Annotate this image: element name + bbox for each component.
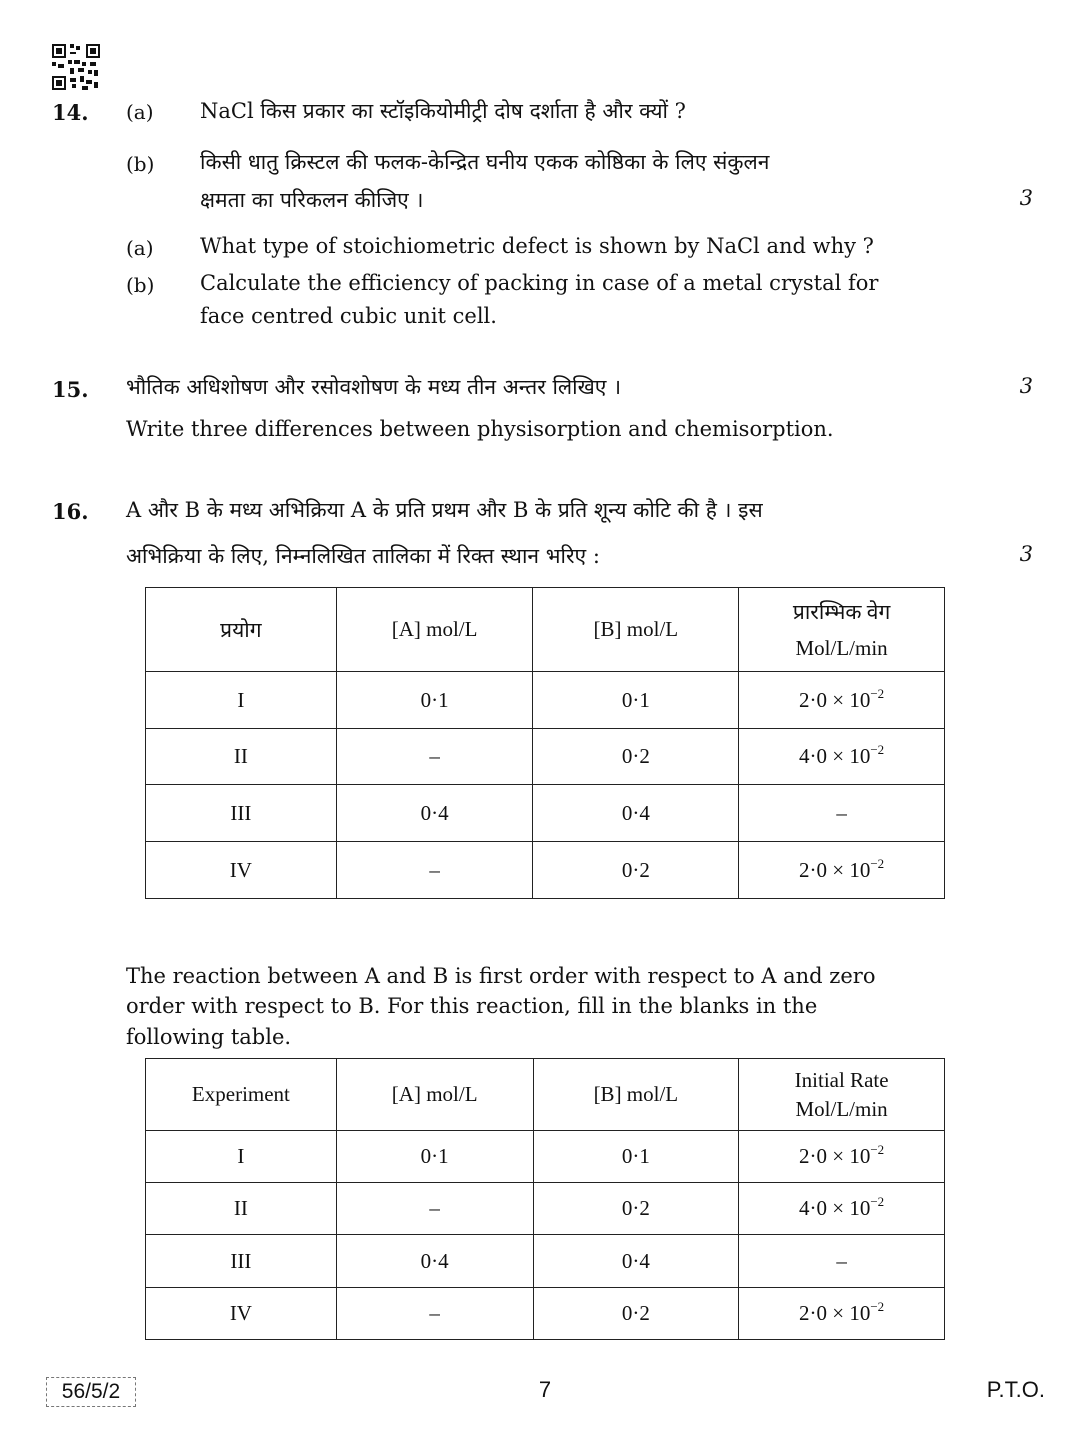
q15-marks: 3 <box>1019 374 1033 398</box>
column-header-line: Initial Rate <box>794 1067 889 1092</box>
table-row <box>146 1131 945 1183</box>
table-cell: 0·2 <box>533 1288 739 1340</box>
table-row <box>146 729 945 785</box>
table-cell: 0·4 <box>533 1235 739 1288</box>
table-row <box>146 1288 945 1340</box>
column-header: Experiment <box>146 1059 337 1131</box>
column-header: [B] mol/L <box>533 588 739 672</box>
table-cell: III <box>146 785 337 842</box>
rate-mantissa: – <box>836 800 847 825</box>
table-cell: 0·4 <box>336 1235 533 1288</box>
q14-hi-b-line1: किसी धातु क्रिस्टल की फलक-केन्द्रित घनीय एकक कोष्ठिका के लिए संकुलन <box>200 150 770 174</box>
paper-code: 56/5/2 <box>46 1377 136 1407</box>
rate-exponent: −2 <box>870 855 885 871</box>
qr-code <box>52 44 100 90</box>
page-number: 7 <box>538 1377 552 1402</box>
q14-en-a-label: (a) <box>126 236 154 260</box>
question-number-16: 16. <box>52 499 89 524</box>
table-cell <box>739 1288 945 1340</box>
q14-en-b-label: (b) <box>126 273 155 297</box>
q14-hi-b-label: (b) <box>126 152 155 176</box>
table-cell <box>739 1235 945 1288</box>
column-header <box>739 588 945 672</box>
question-number-15: 15. <box>52 377 89 402</box>
rate-mantissa: 4·0 × 10 <box>799 1196 871 1220</box>
q14-hi-b-line2: क्षमता का परिकलन कीजिए । <box>200 188 424 212</box>
please-turn-over: P.T.O. <box>986 1377 1045 1402</box>
table-row <box>146 842 945 899</box>
rate-exponent: −2 <box>870 1142 885 1157</box>
table-cell: 0·2 <box>533 842 739 899</box>
table-row <box>146 1183 945 1235</box>
q16-hi-line1: A और B के मध्य अभिक्रिया A के प्रति प्रथम और B के प्रति शून्य कोटि की है । इस <box>126 498 763 522</box>
rate-exponent: −2 <box>870 685 885 701</box>
table-header-row <box>146 1059 945 1131</box>
rate-mantissa: 4·0 × 10 <box>799 744 871 768</box>
table-row <box>146 1235 945 1288</box>
q16-en-line2: order with respect to B. For this reaction, fill in the blanks in the <box>126 994 818 1018</box>
table-cell: – <box>336 1183 533 1235</box>
q16-en-line1: The reaction between A and B is first order with respect to A and zero <box>126 964 876 988</box>
table-cell: 0·4 <box>336 785 533 842</box>
q14-marks: 3 <box>1019 186 1033 210</box>
table-cell: IV <box>146 842 337 899</box>
table-cell: 0·1 <box>533 672 739 729</box>
table-cell: II <box>146 729 337 785</box>
table-cell: I <box>146 1131 337 1183</box>
rate-mantissa: – <box>836 1248 847 1273</box>
table-cell: II <box>146 1183 337 1235</box>
column-header: प्रयोग <box>146 588 337 672</box>
rate-mantissa: 2·0 × 10 <box>799 1301 871 1325</box>
table-cell: I <box>146 672 337 729</box>
table-cell <box>739 672 945 729</box>
table-cell <box>739 785 945 842</box>
table-cell <box>739 729 945 785</box>
column-header-line: Mol/L/min <box>795 1096 888 1121</box>
table-row <box>146 785 945 842</box>
q14-en-b-line2: face centred cubic unit cell. <box>200 304 497 328</box>
q15-en-text: Write three differences between physisorption and chemisorption. <box>126 417 834 441</box>
hindi-data-table <box>145 587 945 899</box>
rate-mantissa: 2·0 × 10 <box>799 1144 871 1168</box>
table-cell <box>739 1131 945 1183</box>
table-cell: 0·2 <box>533 729 739 785</box>
table-cell: – <box>336 729 533 785</box>
q16-en-line3: following table. <box>126 1025 292 1049</box>
column-header: [B] mol/L <box>533 1059 739 1131</box>
rate-mantissa: 2·0 × 10 <box>799 857 871 882</box>
table-cell: – <box>336 1288 533 1340</box>
table-cell: III <box>146 1235 337 1288</box>
table-row <box>146 672 945 729</box>
table-cell <box>739 1183 945 1235</box>
rate-exponent: −2 <box>870 1299 885 1314</box>
q14-en-a-text: What type of stoichiometric defect is shown by NaCl and why ? <box>200 234 874 258</box>
table-cell: 0·1 <box>533 1131 739 1183</box>
q15-hi-text: भौतिक अधिशोषण और रसोवशोषण के मध्य तीन अन्तर लिखिए । <box>126 375 622 399</box>
table-cell: 0·1 <box>336 672 533 729</box>
table-cell: – <box>336 842 533 899</box>
column-header-line: प्रारम्भिक वेग <box>792 599 891 624</box>
rate-mantissa: 2·0 × 10 <box>799 687 871 712</box>
column-header: [A] mol/L <box>336 588 533 672</box>
q14-hi-a-text: NaCl किस प्रकार का स्टॉइकियोमीट्री दोष दर्शाता है और क्यों ? <box>200 99 686 123</box>
rate-exponent: −2 <box>870 742 885 757</box>
q14-hi-a-label: (a) <box>126 100 154 124</box>
english-data-table <box>145 1058 945 1340</box>
q16-marks: 3 <box>1019 542 1033 566</box>
q16-hi-line2: अभिक्रिया के लिए, निम्नलिखित तालिका में रिक्त स्थान भरिए : <box>126 544 600 568</box>
column-header <box>739 1059 945 1131</box>
table-cell: 0·2 <box>533 1183 739 1235</box>
table-cell: 0·4 <box>533 785 739 842</box>
column-header: [A] mol/L <box>336 1059 533 1131</box>
q14-en-b-line1: Calculate the efficiency of packing in case of a metal crystal for <box>200 271 879 295</box>
table-header-row <box>146 588 945 672</box>
question-number-14: 14. <box>52 100 89 125</box>
rate-exponent: −2 <box>870 1194 885 1209</box>
table-cell: 0·1 <box>336 1131 533 1183</box>
table-cell <box>739 842 945 899</box>
table-cell: IV <box>146 1288 337 1340</box>
column-header-line: Mol/L/min <box>795 635 888 660</box>
